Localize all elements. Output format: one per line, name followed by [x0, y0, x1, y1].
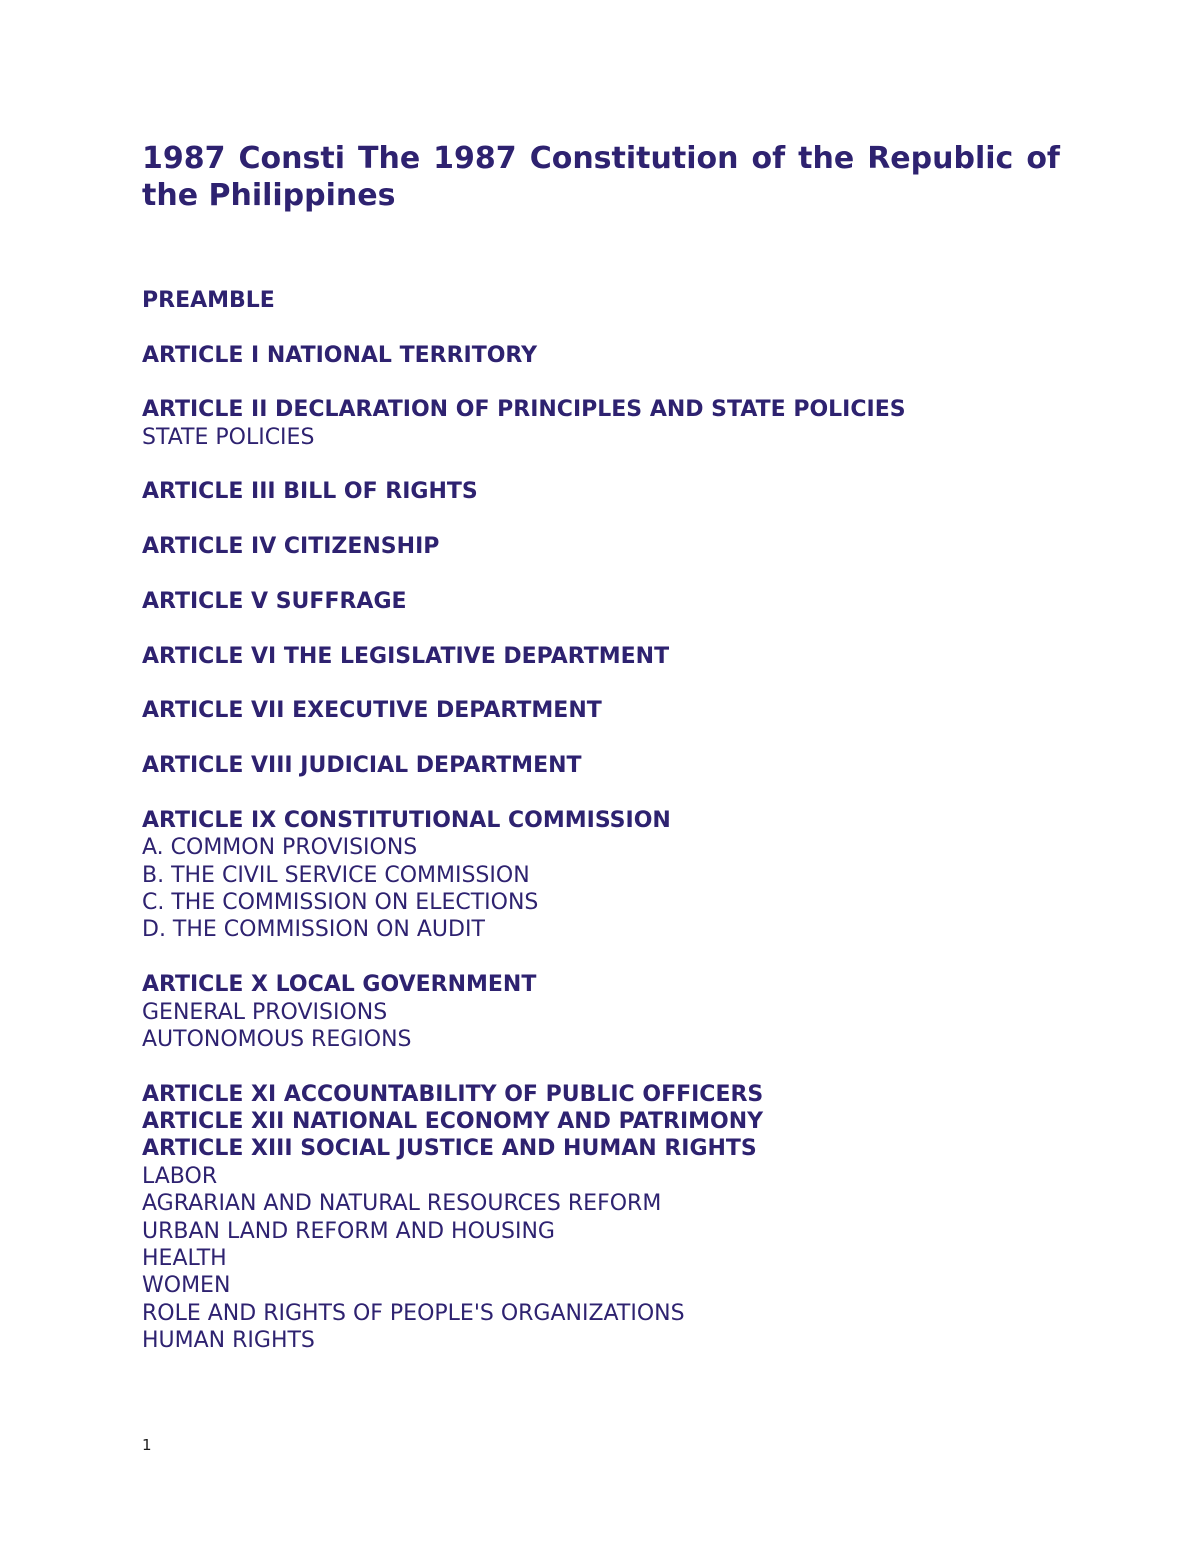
toc-article-2: ARTICLE II DECLARATION OF PRINCIPLES AND STATE POLICIES	[142, 397, 906, 422]
toc-article-13-sub-4: HEALTH	[142, 1246, 227, 1271]
toc-article-13-sub-5: WOMEN	[142, 1273, 231, 1298]
toc-article-10-sub-2: AUTONOMOUS REGIONS	[142, 1027, 412, 1052]
page-number: 1	[142, 1436, 152, 1454]
toc-article-1: ARTICLE I NATIONAL TERRITORY	[142, 343, 538, 368]
toc-article-8: ARTICLE VIII JUDICIAL DEPARTMENT	[142, 753, 582, 778]
toc-article-9-sub-c: C. THE COMMISSION ON ELECTIONS	[142, 890, 539, 915]
toc-article-9: ARTICLE IX CONSTITUTIONAL COMMISSION	[142, 808, 671, 833]
toc-article-13-sub-3: URBAN LAND REFORM AND HOUSING	[142, 1219, 555, 1244]
toc-article-6: ARTICLE VI THE LEGISLATIVE DEPARTMENT	[142, 644, 670, 669]
toc-article-3: ARTICLE III BILL OF RIGHTS	[142, 479, 478, 504]
document-title: 1987 Consti The 1987 Constitution of the Republic of the Philippines	[142, 141, 1060, 213]
toc-article-13-sub-7: HUMAN RIGHTS	[142, 1328, 315, 1353]
toc-article-12: ARTICLE XII NATIONAL ECONOMY AND PATRIMONY	[142, 1109, 764, 1134]
toc-article-10-sub-1: GENERAL PROVISIONS	[142, 1000, 388, 1025]
toc-article-5: ARTICLE V SUFFRAGE	[142, 589, 407, 614]
toc-preamble: PREAMBLE	[142, 288, 275, 313]
toc-article-13-sub-1: LABOR	[142, 1164, 218, 1189]
toc-article-10: ARTICLE X LOCAL GOVERNMENT	[142, 972, 537, 997]
toc-article-9-sub-d: D. THE COMMISSION ON AUDIT	[142, 917, 485, 942]
toc-article-7: ARTICLE VII EXECUTIVE DEPARTMENT	[142, 698, 602, 723]
toc-article-13-sub-6: ROLE AND RIGHTS OF PEOPLE'S ORGANIZATIONS	[142, 1301, 685, 1326]
toc-article-9-sub-b: B. THE CIVIL SERVICE COMMISSION	[142, 863, 530, 888]
toc-article-11: ARTICLE XI ACCOUNTABILITY OF PUBLIC OFFICERS	[142, 1082, 764, 1107]
toc-article-13-sub-2: AGRARIAN AND NATURAL RESOURCES REFORM	[142, 1191, 662, 1216]
toc-article-2-sub: STATE POLICIES	[142, 425, 315, 450]
toc-article-13: ARTICLE XIII SOCIAL JUSTICE AND HUMAN RIGHTS	[142, 1136, 757, 1161]
toc-article-9-sub-a: A. COMMON PROVISIONS	[142, 835, 418, 860]
toc-article-4: ARTICLE IV CITIZENSHIP	[142, 534, 440, 559]
